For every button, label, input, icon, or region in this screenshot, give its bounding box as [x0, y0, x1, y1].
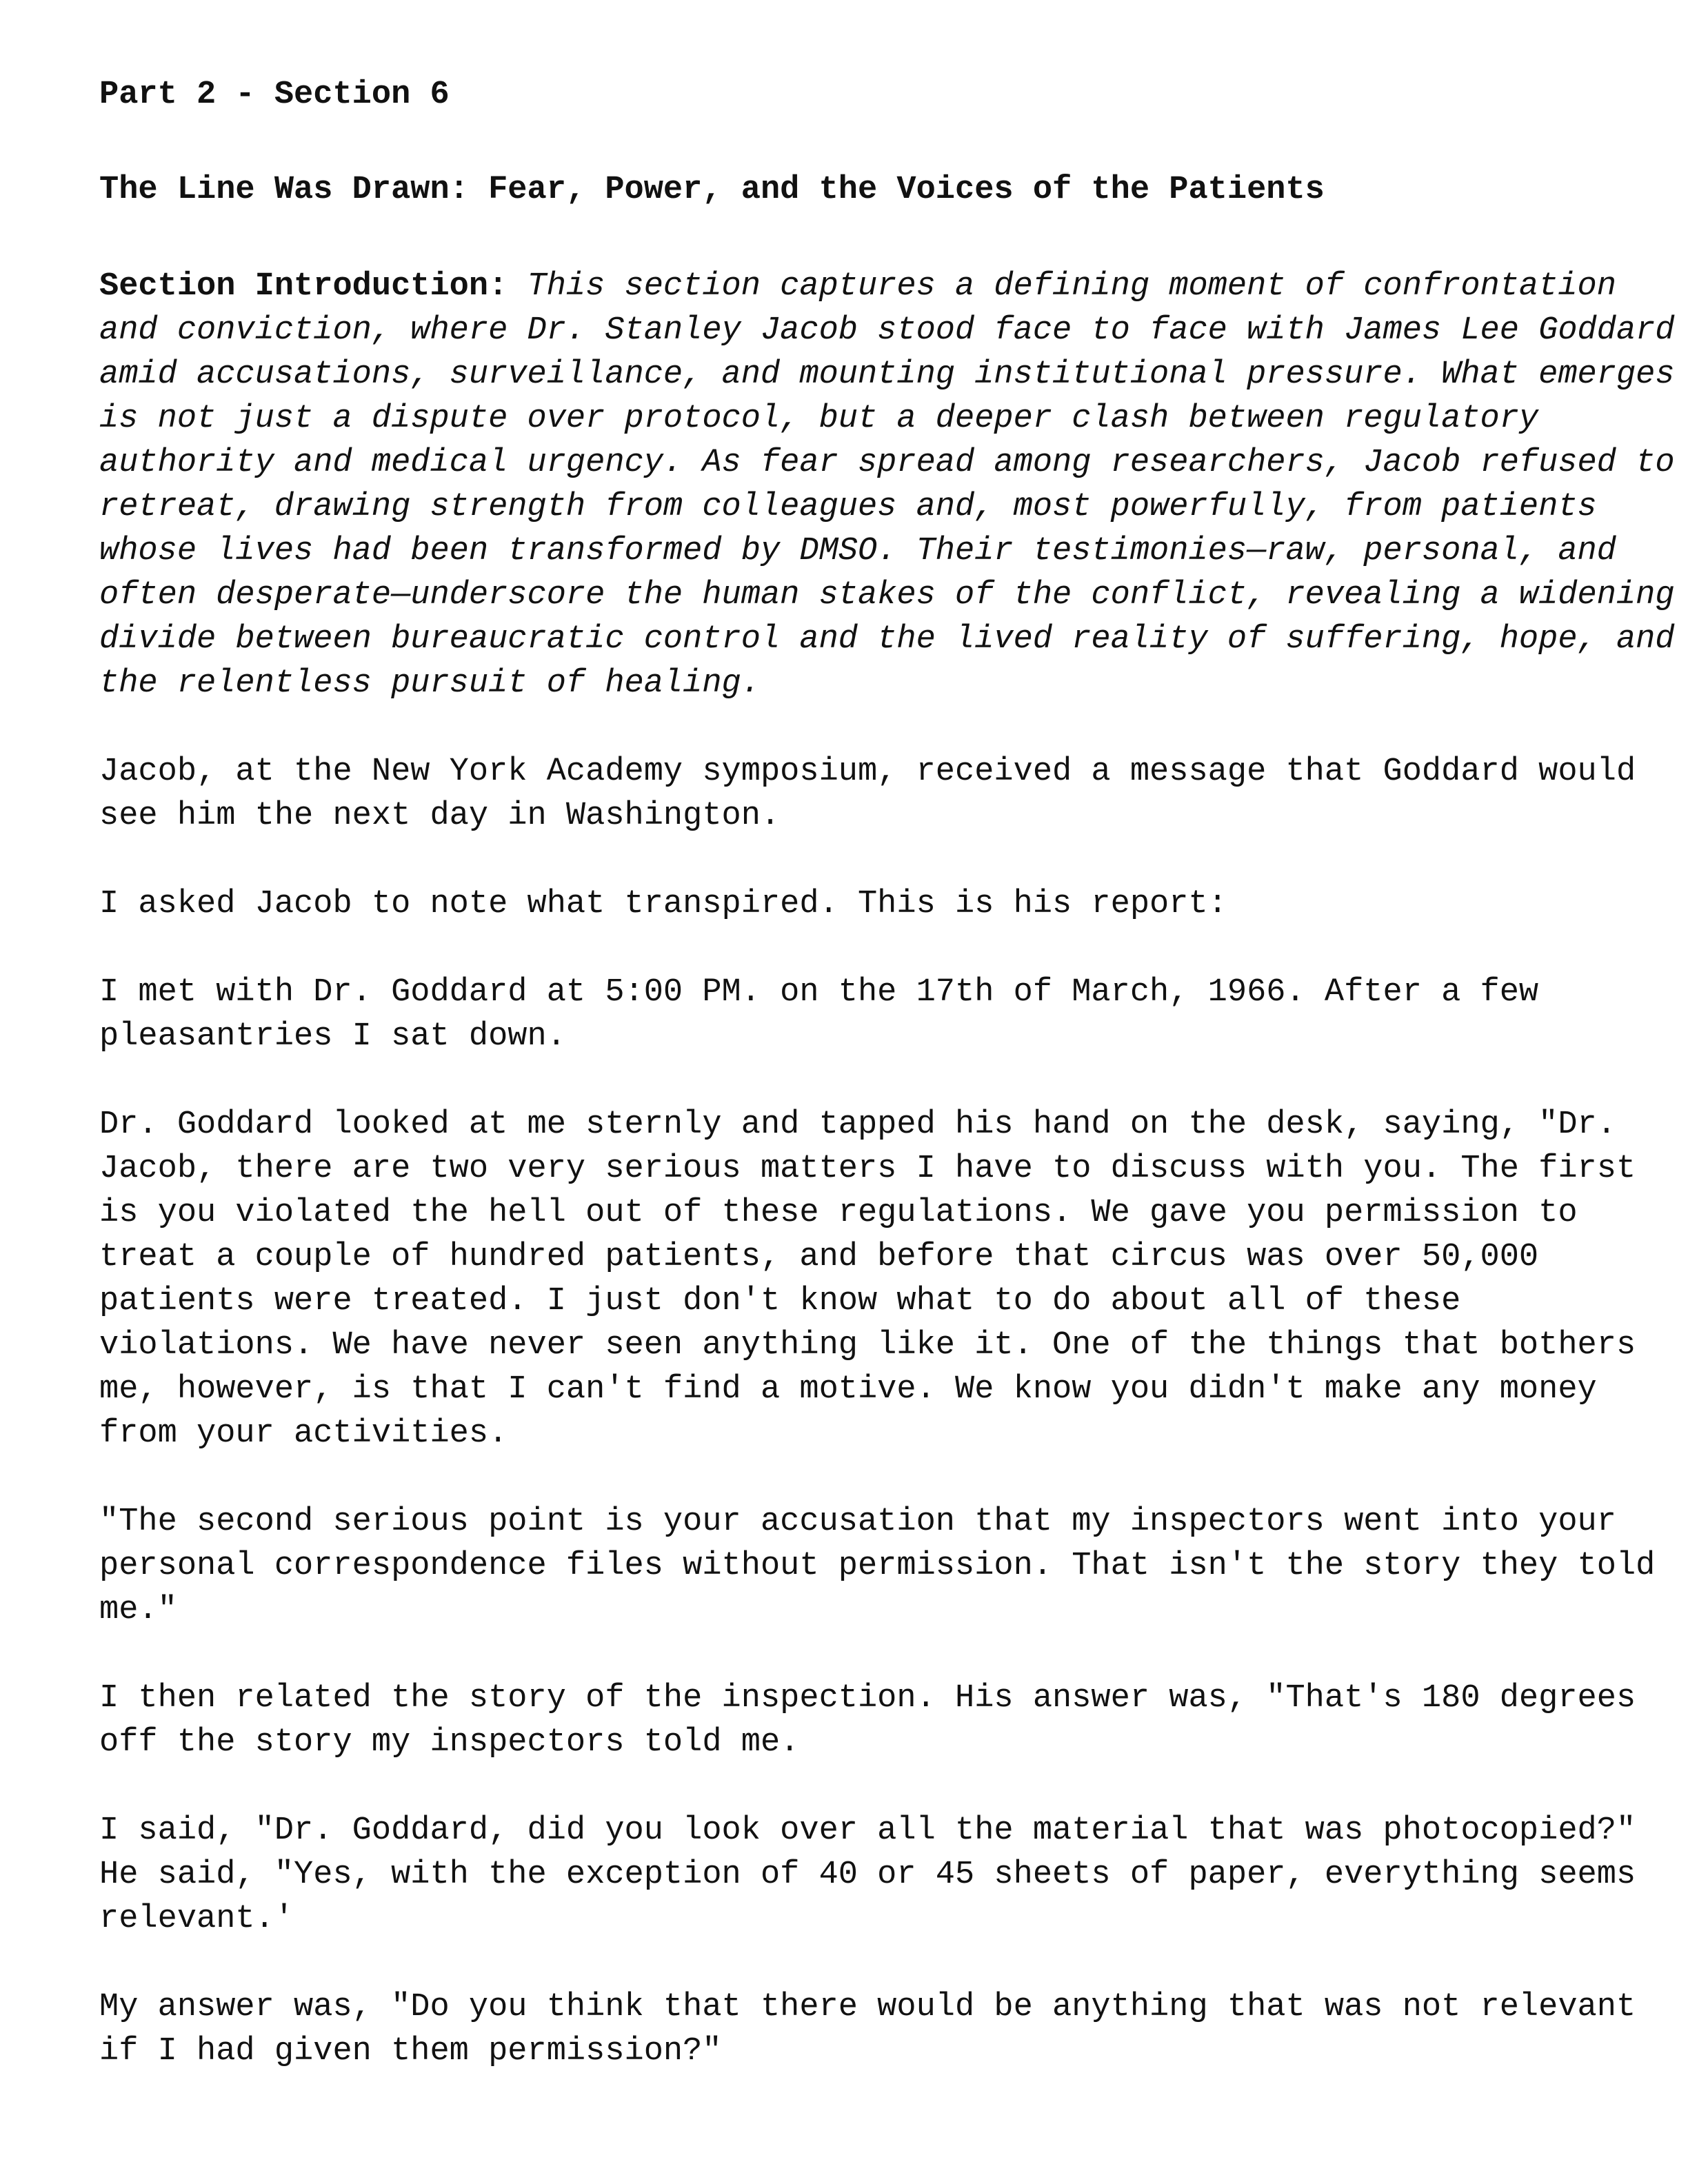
intro-text-line: and conviction, where Dr. Stanley Jacob stood face to face with James Lee Goddard: [99, 312, 1675, 349]
paragraph-line: me, however, is that I can't find a motive. We know you didn't make any money: [99, 1371, 1597, 1408]
paragraph-line: I said, "Dr. Goddard, did you look over all the material that was photocopied?": [99, 1812, 1636, 1849]
paragraph-line: personal correspondence files without permission. That isn't the story they told: [99, 1548, 1656, 1584]
paragraph-line: violations. We have never seen anything like it. One of the things that bothers: [99, 1327, 1636, 1364]
intro-label: Section Introduction:: [99, 268, 508, 305]
body-paragraph: [99, 1809, 1636, 1941]
part-title: Part 2 - Section 6: [99, 77, 450, 113]
intro-text: This section captures a defining moment of confrontation: [508, 268, 1616, 305]
body-paragraph: [99, 1985, 1636, 2074]
body-paragraph: [99, 1500, 1656, 1632]
intro-text-line: divide between bureaucratic control and the lived reality of suffering, hope, and: [99, 621, 1675, 658]
document-page: [99, 73, 1675, 2118]
paragraph-line: is you violated the hell out of these regulations. We gave you permission to: [99, 1195, 1578, 1231]
paragraph-line: pleasantries I sat down.: [99, 1018, 566, 1055]
intro-text-line: amid accusations, surveillance, and mounting institutional pressure. What emerges: [99, 356, 1675, 393]
body-paragraph: [99, 971, 1616, 1059]
paragraph-line: My answer was, "Do you think that there would be anything that was not relevant: [99, 1989, 1636, 2025]
intro-text-line: whose lives had been transformed by DMSO. Their testimonies—raw, personal, and: [99, 533, 1616, 569]
paragraph-line: if I had given them permission?": [99, 2033, 722, 2070]
paragraph-line: I then related the story of the inspection. His answer was, "That's 180 degrees: [99, 1680, 1636, 1717]
body-paragraph: [99, 1103, 1636, 1456]
paragraph-line: patients were treated. I just don't know what to do about all of these: [99, 1283, 1461, 1320]
paragraph-line: Dr. Goddard looked at me sternly and tapped his hand on the desk, saying, "Dr.: [99, 1106, 1616, 1143]
paragraph-line: He said, "Yes, with the exception of 40 or 45 sheets of paper, everything seems: [99, 1857, 1636, 1893]
section-introduction: [99, 265, 1675, 706]
intro-text-line: retreat, drawing strength from colleagues and, most powerfully, from patients: [99, 489, 1597, 525]
paragraph-line: Jacob, at the New York Academy symposium, received a message that Goddard would: [99, 754, 1636, 790]
body-paragraph: [99, 750, 1636, 838]
paragraph-line: relevant.': [99, 1901, 294, 1937]
body-paragraph: [99, 882, 1616, 927]
intro-text-line: the relentless pursuit of healing.: [99, 665, 761, 702]
paragraph-line: Jacob, there are two very serious matters I have to discuss with you. The first: [99, 1151, 1636, 1187]
intro-text-line: often desperate—underscore the human stakes of the conflict, revealing a widening: [99, 577, 1675, 614]
paragraph-line: I asked Jacob to note what transpired. This is his report:: [99, 886, 1227, 922]
body-paragraph: [99, 1677, 1636, 1765]
paragraph-line: me.": [99, 1592, 177, 1628]
paragraph-line: I met with Dr. Goddard at 5:00 PM. on the 17th of March, 1966. After a few: [99, 974, 1539, 1011]
section-heading: The Line Was Drawn: Fear, Power, and the Voices of the Patients: [99, 172, 1325, 208]
paragraph-line: treat a couple of hundred patients, and before that circus was over 50,000: [99, 1239, 1539, 1275]
intro-text-line: is not just a dispute over protocol, but a deeper clash between regulatory: [99, 401, 1539, 437]
paragraph-line: from your activities.: [99, 1415, 508, 1452]
paragraph-line: "The second serious point is your accusation that my inspectors went into your: [99, 1504, 1616, 1540]
intro-text-line: authority and medical urgency. As fear spread among researchers, Jacob refused to: [99, 445, 1675, 481]
paragraph-line: off the story my inspectors told me.: [99, 1724, 800, 1761]
paragraph-line: see him the next day in Washington.: [99, 798, 781, 834]
